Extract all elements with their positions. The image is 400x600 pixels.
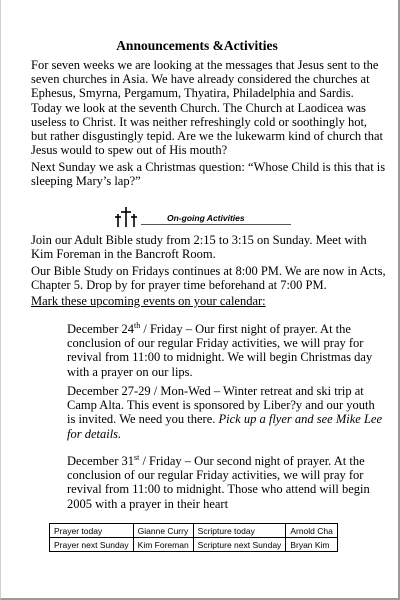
three-crosses-icon — [113, 206, 139, 228]
table-cell: Arnold Cha — [286, 524, 338, 538]
table-cell: Bryan Kim — [286, 538, 338, 552]
friday-study-paragraph: Our Bible Study on Fridays continues at 8:00 PM. We are now in Acts, Chapter 5. Drop by for prayer time beforehand at 7:00 PM. — [31, 264, 386, 293]
calendar-heading: Mark these upcoming events on your calendar: — [31, 294, 266, 308]
event-december-27-29: December 27-29 / Mon-Wed – Winter retreat and ski trip at Camp Alta. This event is sponsored by Liber?y and our youth is invited. We need you there. Pick up a flyer and see Mike Lee for details. — [67, 384, 382, 441]
banner-label: On-going Activities — [167, 213, 245, 223]
table-cell: Prayer next Sunday — [50, 538, 134, 552]
table-cell: Scripture today — [193, 524, 286, 538]
roster-table — [49, 523, 338, 552]
table-row — [50, 524, 338, 538]
intro-paragraph: For seven weeks we are looking at the messages that Jesus sent to the seven churches in Asia. We have already considered the churches at Ephesus, Smyrna, Pergamum, Thyatira, Philadelphia and Sardis. Today we look at the seventh Church. The Church at Laodicea was useless to Christ. It was neither refreshingly cold or soothingly hot, but rather disgustingly tepid. Are we the lukewarm kind of church that Jesus would to spew out of His mouth? — [31, 58, 383, 158]
table-cell: Prayer today — [50, 524, 134, 538]
christmas-question-paragraph: Next Sunday we ask a Christmas question: “Whose Child is this that is sleeping Mary’s lap?” — [31, 160, 386, 189]
table-cell: Kim Foreman — [133, 538, 193, 552]
bible-study-paragraph: Join our Adult Bible study from 2:15 to 3:15 on Sunday. Meet with Kim Foreman in the Bancroft Room. — [31, 233, 367, 262]
table-row — [50, 538, 338, 552]
event-december-31: December 31st / Friday – Our second night of prayer. At the conclusion of our regular Friday activities, we will pray for revival from 11:00 to midnight. Those who attend will begin 2005 with a prayer in their heart — [67, 452, 370, 511]
banner-rule — [141, 224, 291, 225]
event-december-24: December 24th / Friday – Our first night of prayer. At the conclusion of our regular Friday activities, we will pray for revival from 11:00 to midnight. We will begin Christmas day with a prayer on our lips. — [67, 320, 373, 379]
table-cell: Gianne Curry — [133, 524, 193, 538]
flyer-note: Pick up a flyer and see Mike Lee for details. — [67, 412, 382, 441]
page-title: Announcements &Activities — [116, 38, 278, 53]
ongoing-activities-banner — [111, 206, 291, 230]
table-cell: Scripture next Sunday — [193, 538, 286, 552]
